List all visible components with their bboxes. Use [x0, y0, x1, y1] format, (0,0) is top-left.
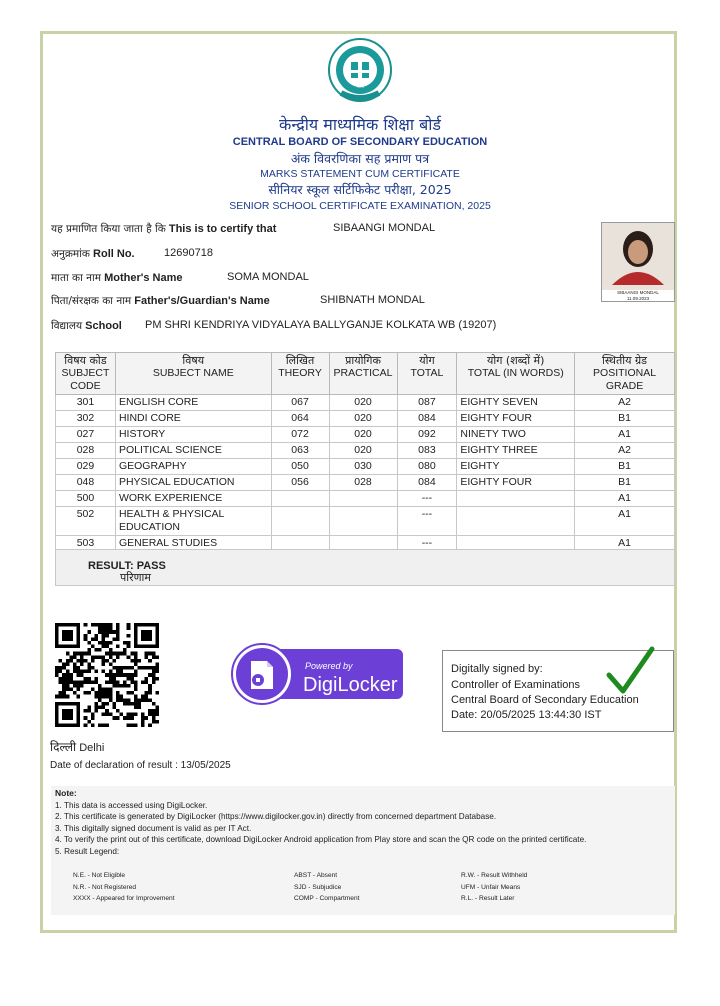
legend-item: N.R. - Not Registered: [73, 884, 137, 891]
marks-table: [55, 352, 675, 552]
hindi-exam-title: सीनियर स्कूल सर्टिफिकेट परीक्षा, 2025: [268, 182, 452, 197]
col-total: योग TOTAL: [397, 353, 457, 395]
hindi-board-title: केन्द्रीय माध्यमिक शिक्षा बोर्ड: [279, 115, 441, 134]
result-label: RESULT:: [88, 560, 134, 572]
student-photo: [601, 222, 675, 302]
roll-number: 12690718: [164, 247, 213, 259]
col-practical: प्रायोगिक PRACTICAL: [329, 353, 397, 395]
legend-item: ABST - Absent: [294, 872, 338, 879]
note-item: 1. This data is accessed using DigiLocker.: [55, 800, 208, 810]
legend-item: N.E. - Not Eligible: [73, 872, 126, 879]
legend-item: R.L. - Result Later: [461, 895, 515, 902]
col-grade: स्थितीय ग्रेड POSITIONAL GRADE: [575, 353, 675, 395]
sign-line-2: Controller of Examinations: [451, 679, 581, 691]
notes-title: Note:: [55, 788, 77, 798]
table-row: 027 HISTORY 072 020 092 NINETY TWO A1: [56, 427, 675, 443]
school-row: विद्यालय School PM SHRI KENDRIYA VIDYALAYA BALLYGANJE KOLKATA WB (19207): [51, 319, 497, 332]
note-item: 4. To verify the print out of this certificate, download DigiLocker Android application from Play store and scan the QR code on the printed certificate.: [55, 835, 587, 844]
legend-item: R.W. - Result Withheld: [461, 872, 528, 879]
legend-item: SJD - Subjudice: [294, 884, 342, 891]
checkmark-icon: [605, 645, 655, 697]
logo-text: भारत: [356, 84, 364, 89]
notes-box: [51, 786, 675, 915]
hindi-cert-title: अंक विवरणिका सह प्रमाण पत्र: [290, 151, 430, 166]
photo-caption-date: 11.09.2023: [626, 296, 650, 301]
photo-caption-name: SIBAANGI MONDAL: [617, 290, 659, 295]
qr-code: [55, 623, 159, 727]
digital-signature-box: [442, 650, 674, 732]
city: दिल्ली Delhi: [50, 740, 105, 754]
legend-item: COMP - Compartment: [294, 895, 360, 902]
school-name: PM SHRI KENDRIYA VIDYALAYA BALLYGANJE KOLKATA WB (19207): [145, 319, 497, 331]
col-theory: लिखित THEORY: [271, 353, 329, 395]
table-row: 500 WORK EXPERIENCE --- A1: [56, 491, 675, 507]
result-box: [55, 549, 675, 586]
english-board-title: CENTRAL BOARD OF SECONDARY EDUCATION: [232, 136, 488, 148]
sign-line-4: Date: 20/05/2025 13:44:30 IST: [451, 709, 602, 721]
table-row: 302 HINDI CORE 064 020 084 EIGHTY FOUR B1: [56, 411, 675, 427]
sign-line-1: Digitally signed by:: [451, 663, 543, 675]
result-value: PASS: [136, 560, 166, 572]
certify-row: यह प्रमाणित किया जाता है कि This is to certify that SIBAANGI MONDAL: [51, 222, 436, 235]
mother-row: माता का नाम Mother's Name SOMA MONDAL: [51, 271, 309, 284]
english-exam-title: SENIOR SCHOOL CERTIFICATE EXAMINATION, 2025: [229, 200, 491, 212]
table-row: 028 POLITICAL SCIENCE 063 020 083 EIGHTY THREE A2: [56, 443, 675, 459]
col-subject-name: विषय SUBJECT NAME: [115, 353, 271, 395]
note-item: 3. This digitally signed document is valid as per IT Act.: [55, 823, 252, 833]
legend-item: XXXX - Appeared for Improvement: [73, 895, 175, 902]
digilocker-powered: Powered by: [305, 661, 353, 671]
digilocker-badge: [231, 643, 405, 705]
table-row: 503 GENERAL STUDIES --- A1: [56, 536, 675, 552]
table-header-row: [56, 353, 675, 395]
sign-line-3: Central Board of Secondary Education: [451, 694, 639, 706]
mother-name: SOMA MONDAL: [227, 271, 309, 283]
digilocker-name: DigiLocker: [303, 674, 398, 696]
father-name: SHIBNATH MONDAL: [320, 294, 425, 306]
legend-item: UFM - Unfair Means: [461, 884, 521, 891]
father-row: पिता/संरक्षक का नाम Father's/Guardian's Name SHIBNATH MONDAL: [51, 294, 425, 307]
table-row: 048 PHYSICAL EDUCATION 056 028 084 EIGHTY FOUR B1: [56, 475, 675, 491]
note-item: 2. This certificate is generated by DigiLocker (https://www.digilocker.gov.in) directly from concerned department Database.: [55, 812, 497, 821]
declaration-date: Date of declaration of result : 13/05/2025: [50, 760, 231, 771]
table-row: 029 GEOGRAPHY 050 030 080 EIGHTY B1: [56, 459, 675, 475]
student-name: SIBAANGI MONDAL: [333, 222, 436, 234]
col-total-words: योग (शब्दों में) TOTAL (IN WORDS): [457, 353, 575, 395]
english-cert-title: MARKS STATEMENT CUM CERTIFICATE: [260, 168, 460, 180]
note-item: 5. Result Legend:: [55, 846, 120, 856]
cbse-logo: [327, 37, 393, 107]
table-row: 301 ENGLISH CORE 067 020 087 EIGHTY SEVEN A2: [56, 395, 675, 411]
roll-row: अनुक्रमांक Roll No. 12690718: [51, 247, 213, 260]
result-label-hi: परिणाम: [120, 571, 151, 584]
table-row: 502 HEALTH & PHYSICAL EDUCATION --- A1: [56, 507, 675, 536]
col-subject-code: विषय कोड SUBJECT CODE: [56, 353, 116, 395]
